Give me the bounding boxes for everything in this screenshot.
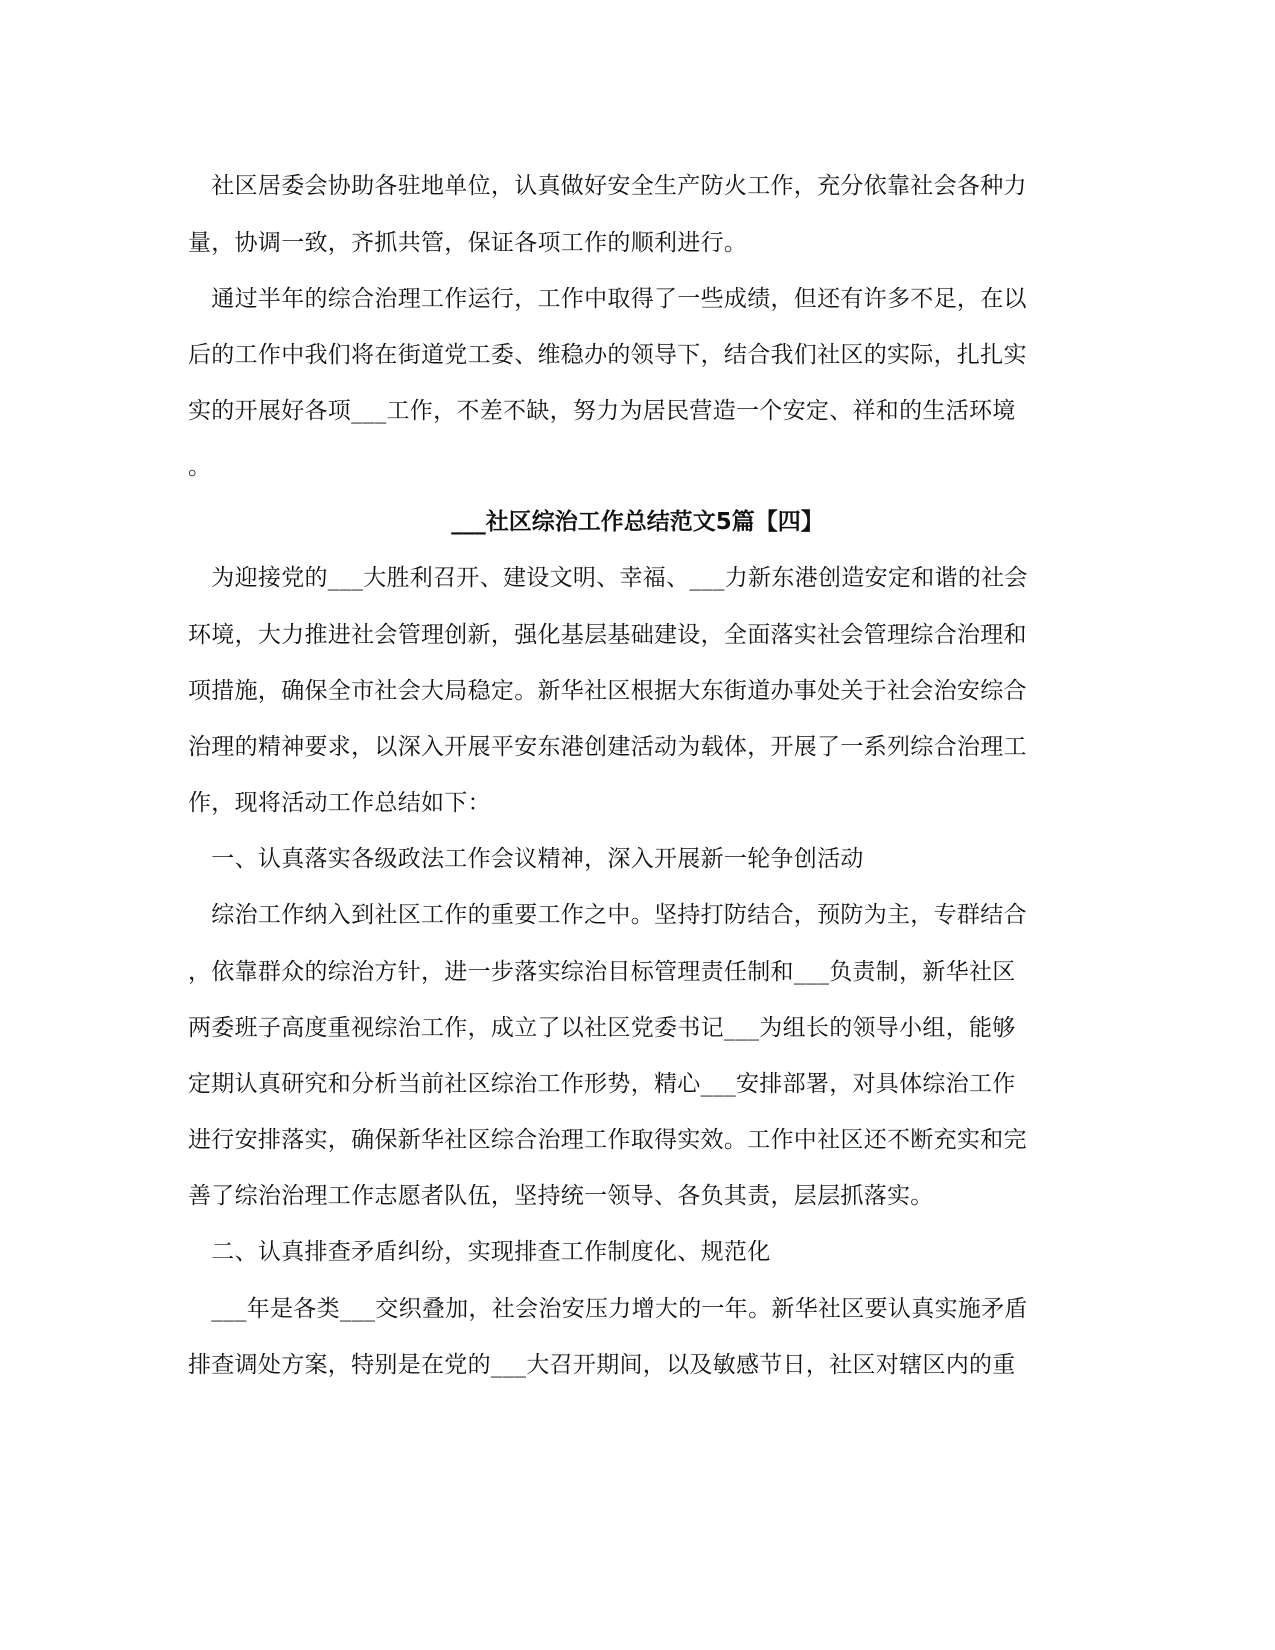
paragraph-line: 为迎接党的___大胜利召开、建设文明、幸福、___力新东港创造安定和谐的社会	[188, 565, 1028, 591]
section-heading: 一、认真落实各级政法工作会议精神，深入开展新一轮争创活动	[188, 846, 864, 872]
paragraph-line: ，依靠群众的综治方针，进一步落实综治目标管理责任制和___负责制，新华社区	[188, 959, 1016, 985]
section-title: ___社区综治工作总结范文5篇【四】	[451, 509, 824, 535]
paragraph-line: 环境，大力推进社会管理创新，强化基层基础建设，全面落实社会管理综合治理和	[188, 622, 1027, 648]
paragraph-line: 通过半年的综合治理工作运行，工作中取得了一些成绩，但还有许多不足，在以	[188, 286, 1027, 312]
paragraph-line: 量，协调一致，齐抓共管，保证各项工作的顺利进行。	[188, 230, 748, 256]
paragraph-line: 综治工作纳入到社区工作的重要工作之中。坚持打防结合，预防为主，专群结合	[188, 902, 1027, 928]
section-heading: 二、认真排查矛盾纠纷，实现排查工作制度化、规范化	[188, 1239, 771, 1265]
paragraph-line: 治理的精神要求，以深入开展平安东港创建活动为载体，开展了一系列综合治理工	[188, 734, 1027, 760]
paragraph-line: 社区居委会协助各驻地单位，认真做好安全生产防火工作，充分依靠社会各种力	[188, 173, 1027, 199]
paragraph-line: 排查调处方案，特别是在党的___大召开期间，以及敏感节日，社区对辖区内的重	[188, 1352, 1016, 1378]
paragraph-line: 进行安排落实，确保新华社区综合治理工作取得实效。工作中社区还不断充实和完	[188, 1127, 1027, 1153]
paragraph-line: ___年是各类___交织叠加，社会治安压力增大的一年。新华社区要认真实施矛盾	[188, 1296, 1028, 1322]
paragraph-line: 后的工作中我们将在街道党工委、维稳办的领导下，结合我们社区的实际，扎扎实	[188, 342, 1027, 368]
paragraph-line: 定期认真研究和分析当前社区综治工作形势，精心___安排部署，对具体综治工作	[188, 1071, 1016, 1097]
paragraph-line: 实的开展好各项___工作，不差不缺，努力为居民营造一个安定、祥和的生活环境	[188, 398, 1016, 424]
paragraph-line: 作，现将活动工作总结如下：	[188, 790, 491, 816]
paragraph-line: 两委班子高度重视综治工作，成立了以社区党委书记___为组长的领导小组，能够	[188, 1015, 1016, 1041]
paragraph-line: 。	[188, 454, 212, 480]
paragraph-line: 善了综治治理工作志愿者队伍，坚持统一领导、各负其责，层层抓落实。	[188, 1183, 934, 1209]
paragraph-line: 项措施，确保全市社会大局稳定。新华社区根据大东街道办事处关于社会治安综合	[188, 678, 1027, 704]
